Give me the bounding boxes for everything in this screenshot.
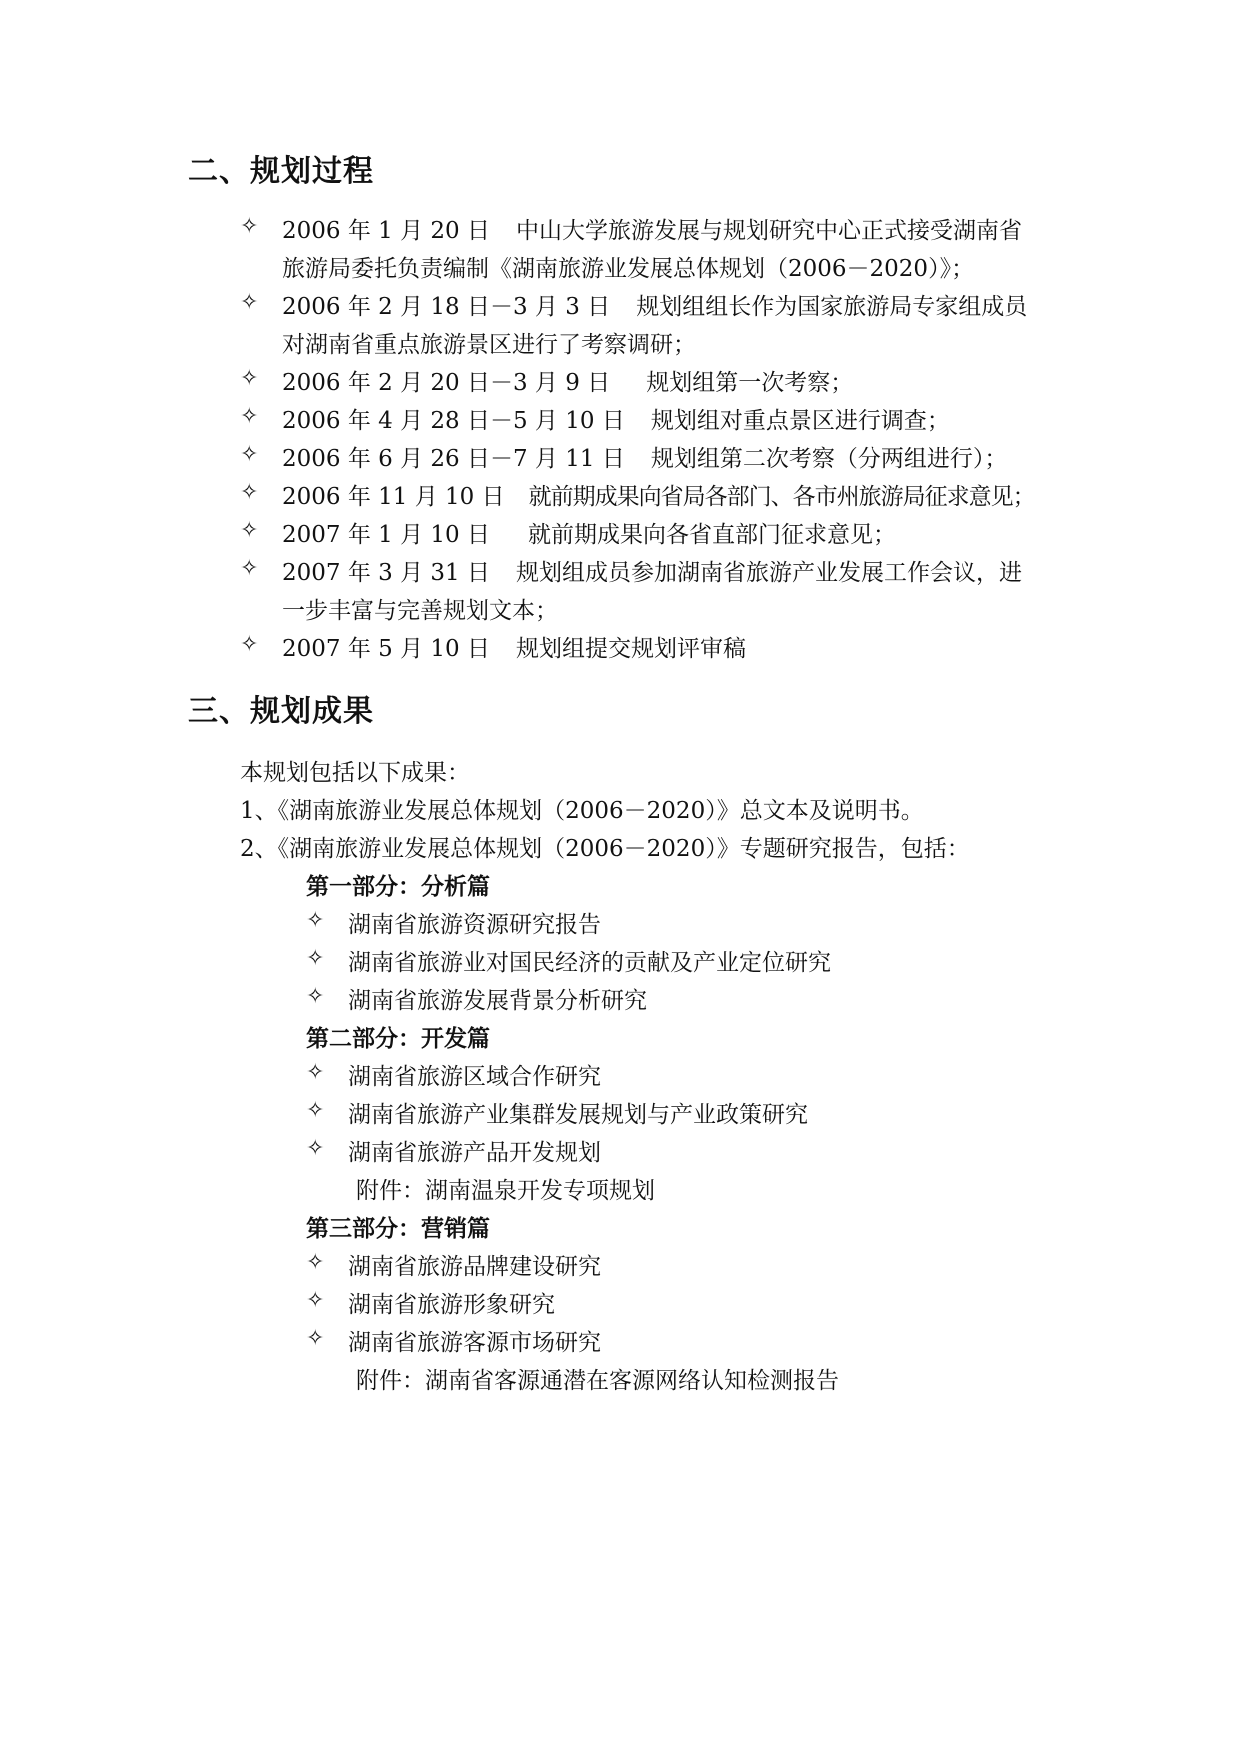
report-item: 湖南省旅游品牌建设研究 bbox=[348, 1254, 601, 1280]
section-heading-process: 二、规划过程 bbox=[188, 154, 374, 189]
timeline-item bbox=[282, 478, 1035, 511]
timeline-date: 2006 年 11 月 10 日 bbox=[282, 484, 505, 510]
timeline-date: 2007 年 3 月 31 日 bbox=[282, 560, 490, 586]
bullet-icon: ✧ bbox=[240, 404, 259, 429]
bullet-icon: ✧ bbox=[306, 1326, 325, 1351]
report-item: 湖南省旅游发展背景分析研究 bbox=[348, 988, 647, 1014]
timeline-date: 2006 年 1 月 20 日 bbox=[282, 218, 490, 244]
results-intro: 本规划包括以下成果： bbox=[240, 760, 470, 786]
timeline-text: 就前期成果向各省直部门征求意见； bbox=[528, 522, 896, 548]
section-heading-results: 三、规划成果 bbox=[188, 694, 374, 729]
timeline-item bbox=[282, 554, 1022, 587]
timeline-date: 2007 年 1 月 10 日 bbox=[282, 522, 490, 548]
timeline-date: 2006 年 6 月 26 日－7 月 11 日 bbox=[282, 446, 625, 472]
part-title: 第一部分：分析篇 bbox=[306, 874, 490, 900]
results-item-2: 2、《湖南旅游业发展总体规划（2006－2020）》专题研究报告，包括： bbox=[240, 836, 970, 862]
report-item: 湖南省旅游业对国民经济的贡献及产业定位研究 bbox=[348, 950, 831, 976]
report-item: 湖南省旅游资源研究报告 bbox=[348, 912, 601, 938]
timeline-item bbox=[282, 440, 1007, 473]
bullet-icon: ✧ bbox=[306, 1288, 325, 1313]
bullet-icon: ✧ bbox=[306, 908, 325, 933]
timeline-item bbox=[282, 402, 950, 435]
bullet-icon: ✧ bbox=[306, 946, 325, 971]
timeline-item bbox=[282, 364, 853, 397]
bullet-icon: ✧ bbox=[306, 1136, 325, 1161]
part-title: 第二部分：开发篇 bbox=[306, 1026, 490, 1052]
attachment-note: 附件：湖南省客源通潜在客源网络认知检测报告 bbox=[356, 1368, 839, 1394]
timeline-text: 规划组组长作为国家旅游局专家组成员 bbox=[636, 294, 1028, 320]
timeline-text: 规划组成员参加湖南省旅游产业发展工作会议，进 bbox=[516, 560, 1022, 586]
timeline-date: 2006 年 4 月 28 日－5 月 10 日 bbox=[282, 408, 625, 434]
timeline-text: 规划组对重点景区进行调查； bbox=[650, 408, 950, 434]
bullet-icon: ✧ bbox=[306, 1060, 325, 1085]
timeline-continuation: 一步丰富与完善规划文本； bbox=[282, 598, 558, 624]
timeline-continuation: 对湖南省重点旅游景区进行了考察调研； bbox=[282, 332, 696, 358]
timeline-item bbox=[282, 630, 746, 663]
timeline-date: 2006 年 2 月 20 日－3 月 9 日 bbox=[282, 370, 611, 396]
timeline-text: 规划组第二次考察（分两组进行）； bbox=[650, 446, 1008, 472]
results-item-1: 1、《湖南旅游业发展总体规划（2006－2020）》总文本及说明书。 bbox=[240, 798, 924, 824]
timeline-text: 就前期成果向省局各部门、各市州旅游局征求意见； bbox=[528, 484, 1035, 510]
timeline-item bbox=[282, 212, 1022, 245]
bullet-icon: ✧ bbox=[240, 480, 259, 505]
timeline-date: 2007 年 5 月 10 日 bbox=[282, 636, 490, 662]
bullet-icon: ✧ bbox=[240, 366, 259, 391]
report-item: 湖南省旅游产品开发规划 bbox=[348, 1140, 601, 1166]
attachment-note: 附件：湖南温泉开发专项规划 bbox=[356, 1178, 655, 1204]
part-title: 第三部分：营销篇 bbox=[306, 1216, 490, 1242]
timeline-item bbox=[282, 516, 896, 549]
bullet-icon: ✧ bbox=[306, 984, 325, 1009]
report-item: 湖南省旅游区域合作研究 bbox=[348, 1064, 601, 1090]
timeline-text: 中山大学旅游发展与规划研究中心正式接受湖南省 bbox=[516, 218, 1022, 244]
bullet-icon: ✧ bbox=[240, 290, 259, 315]
bullet-icon: ✧ bbox=[240, 518, 259, 543]
bullet-icon: ✧ bbox=[240, 442, 259, 467]
timeline-text: 规划组提交规划评审稿 bbox=[516, 636, 746, 662]
bullet-icon: ✧ bbox=[306, 1250, 325, 1275]
bullet-icon: ✧ bbox=[240, 632, 259, 657]
timeline-text: 规划组第一次考察； bbox=[646, 370, 854, 396]
bullet-icon: ✧ bbox=[240, 214, 259, 239]
timeline-continuation: 旅游局委托负责编制《湖南旅游业发展总体规划（2006－2020）》； bbox=[282, 256, 975, 282]
timeline-date: 2006 年 2 月 18 日－3 月 3 日 bbox=[282, 294, 611, 320]
report-item: 湖南省旅游客源市场研究 bbox=[348, 1330, 601, 1356]
timeline-item bbox=[282, 288, 1027, 321]
bullet-icon: ✧ bbox=[240, 556, 259, 581]
report-item: 湖南省旅游产业集群发展规划与产业政策研究 bbox=[348, 1102, 808, 1128]
bullet-icon: ✧ bbox=[306, 1098, 325, 1123]
report-item: 湖南省旅游形象研究 bbox=[348, 1292, 555, 1318]
